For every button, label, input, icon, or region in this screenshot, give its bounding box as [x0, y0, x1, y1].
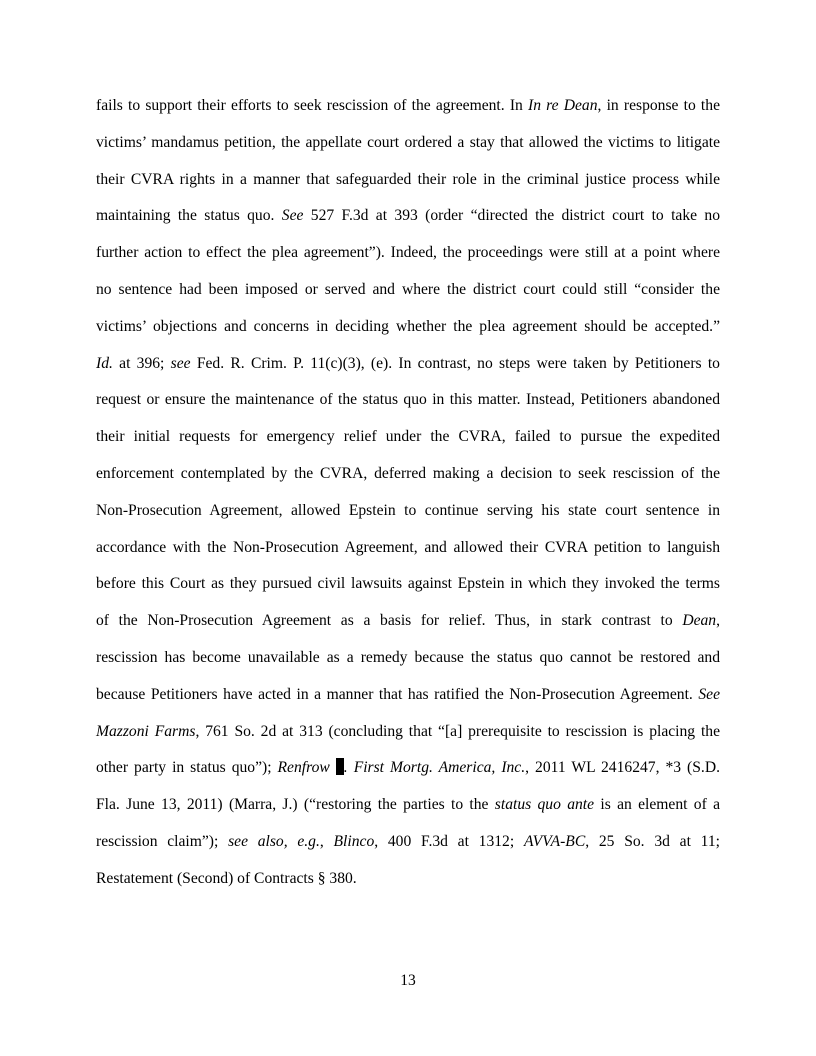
italic-citation: See	[281, 207, 304, 225]
text-run: because Petitioners have acted in a manner that has ratified the Non-Prosecution Agreement.	[96, 685, 699, 703]
text-run: rescission has become unavailable as a remedy because the status quo cannot be restored and	[96, 649, 720, 666]
italic-citation: See	[698, 685, 720, 703]
text-run: Non-Prosecution Agreement, allowed Epstein to continue serving his state court sentence in	[96, 501, 720, 519]
text-run: before this Court as they pursued civil lawsuits against Epstein in which they invoked the terms	[96, 575, 720, 593]
text-line	[96, 832, 720, 852]
italic-citation: Id.	[96, 354, 113, 372]
text-run: is an element of a	[594, 796, 720, 814]
redaction-mark	[336, 758, 344, 775]
text-line	[96, 133, 720, 153]
text-run: , 761 So. 2d at 313 (concluding that “[a] prerequisite to rescission is placing the	[195, 722, 721, 740]
italic-citation: see	[170, 354, 191, 372]
italic-citation: status quo ante	[494, 796, 595, 814]
text-line	[96, 390, 720, 410]
page-number: 13	[400, 972, 416, 989]
text-line	[96, 501, 720, 521]
text-run: , 2011 WL 2416247, *3 (S.D.	[525, 759, 720, 777]
italic-citation: Mazzoni Farms	[96, 722, 196, 740]
text-line	[96, 243, 720, 263]
italic-citation: Renfrow	[277, 759, 336, 777]
text-line	[96, 354, 720, 374]
text-run: enforcement contemplated by the CVRA, deferred making a decision to seek rescission of the	[96, 465, 720, 482]
italic-citation: see also, e.g.	[228, 833, 320, 850]
text-run: fails to support their efforts to seek rescission of the agreement. In	[96, 97, 528, 114]
text-run: their CVRA rights in a manner that safeguarded their role in the criminal justice process while	[96, 170, 720, 188]
text-line	[96, 538, 720, 558]
text-line	[96, 611, 720, 631]
italic-citation: In re Dean	[528, 97, 598, 114]
text-run: ,	[319, 833, 334, 850]
text-line	[96, 648, 720, 668]
text-line	[96, 685, 720, 705]
text-run: other party in status quo”);	[96, 759, 278, 777]
text-line	[96, 574, 720, 594]
text-run: 527 F.3d at 393 (order “directed the district court to take no	[303, 207, 720, 225]
text-line	[96, 427, 720, 447]
text-run: request or ensure the maintenance of the status quo in this matter. Instead, Petitioners abandoned	[96, 391, 720, 409]
text-line	[96, 206, 720, 226]
text-run: maintaining the status quo.	[96, 207, 282, 225]
text-run: further action to effect the plea agreement”). Indeed, the proceedings were still at a point where	[96, 244, 720, 262]
text-run: victims’ objections and concerns in deciding whether the plea agreement should be accepted.”	[96, 317, 720, 335]
text-line	[96, 170, 720, 190]
text-line	[96, 317, 720, 337]
text-line	[96, 795, 720, 815]
text-run: no sentence had been imposed or served and where the district court could still “consider the	[96, 281, 720, 298]
text-line	[96, 869, 720, 889]
text-run: accordance with the Non-Prosecution Agreement, and allowed their CVRA petition to languish	[96, 538, 720, 556]
text-run: , 400 F.3d at 1312;	[374, 833, 524, 850]
italic-citation: Dean	[682, 612, 717, 630]
text-run: Fed. R. Crim. P. 11(c)(3), (e). In contrast, no steps were taken by Petitioners to	[190, 354, 720, 372]
text-line	[96, 280, 720, 300]
text-line	[96, 464, 720, 484]
text-line	[96, 758, 720, 778]
text-line	[96, 96, 720, 116]
text-run: rescission claim”);	[96, 833, 229, 850]
italic-citation: . First Mortg. America, Inc.	[343, 759, 526, 777]
text-run: Restatement (Second) of Contracts § 380.	[96, 869, 357, 887]
italic-citation: Blinco	[333, 833, 375, 850]
text-run: , in response to the	[597, 97, 720, 114]
text-run: Fla. June 13, 2011) (Marra, J.) (“restoring the parties to the	[96, 796, 495, 814]
text-run: of the Non-Prosecution Agreement as a basis for relief. Thus, in stark contrast to	[96, 612, 683, 630]
text-run: ,	[716, 612, 720, 630]
text-run: their initial requests for emergency relief under the CVRA, failed to pursue the expedited	[96, 428, 720, 446]
italic-citation: AVVA-BC	[523, 833, 586, 850]
text-line	[96, 722, 720, 742]
text-run: at 396;	[112, 354, 171, 372]
text-run: victims’ mandamus petition, the appellate court ordered a stay that allowed the victims to litigate	[96, 133, 720, 151]
text-run: , 25 So. 3d at 11;	[585, 833, 720, 850]
